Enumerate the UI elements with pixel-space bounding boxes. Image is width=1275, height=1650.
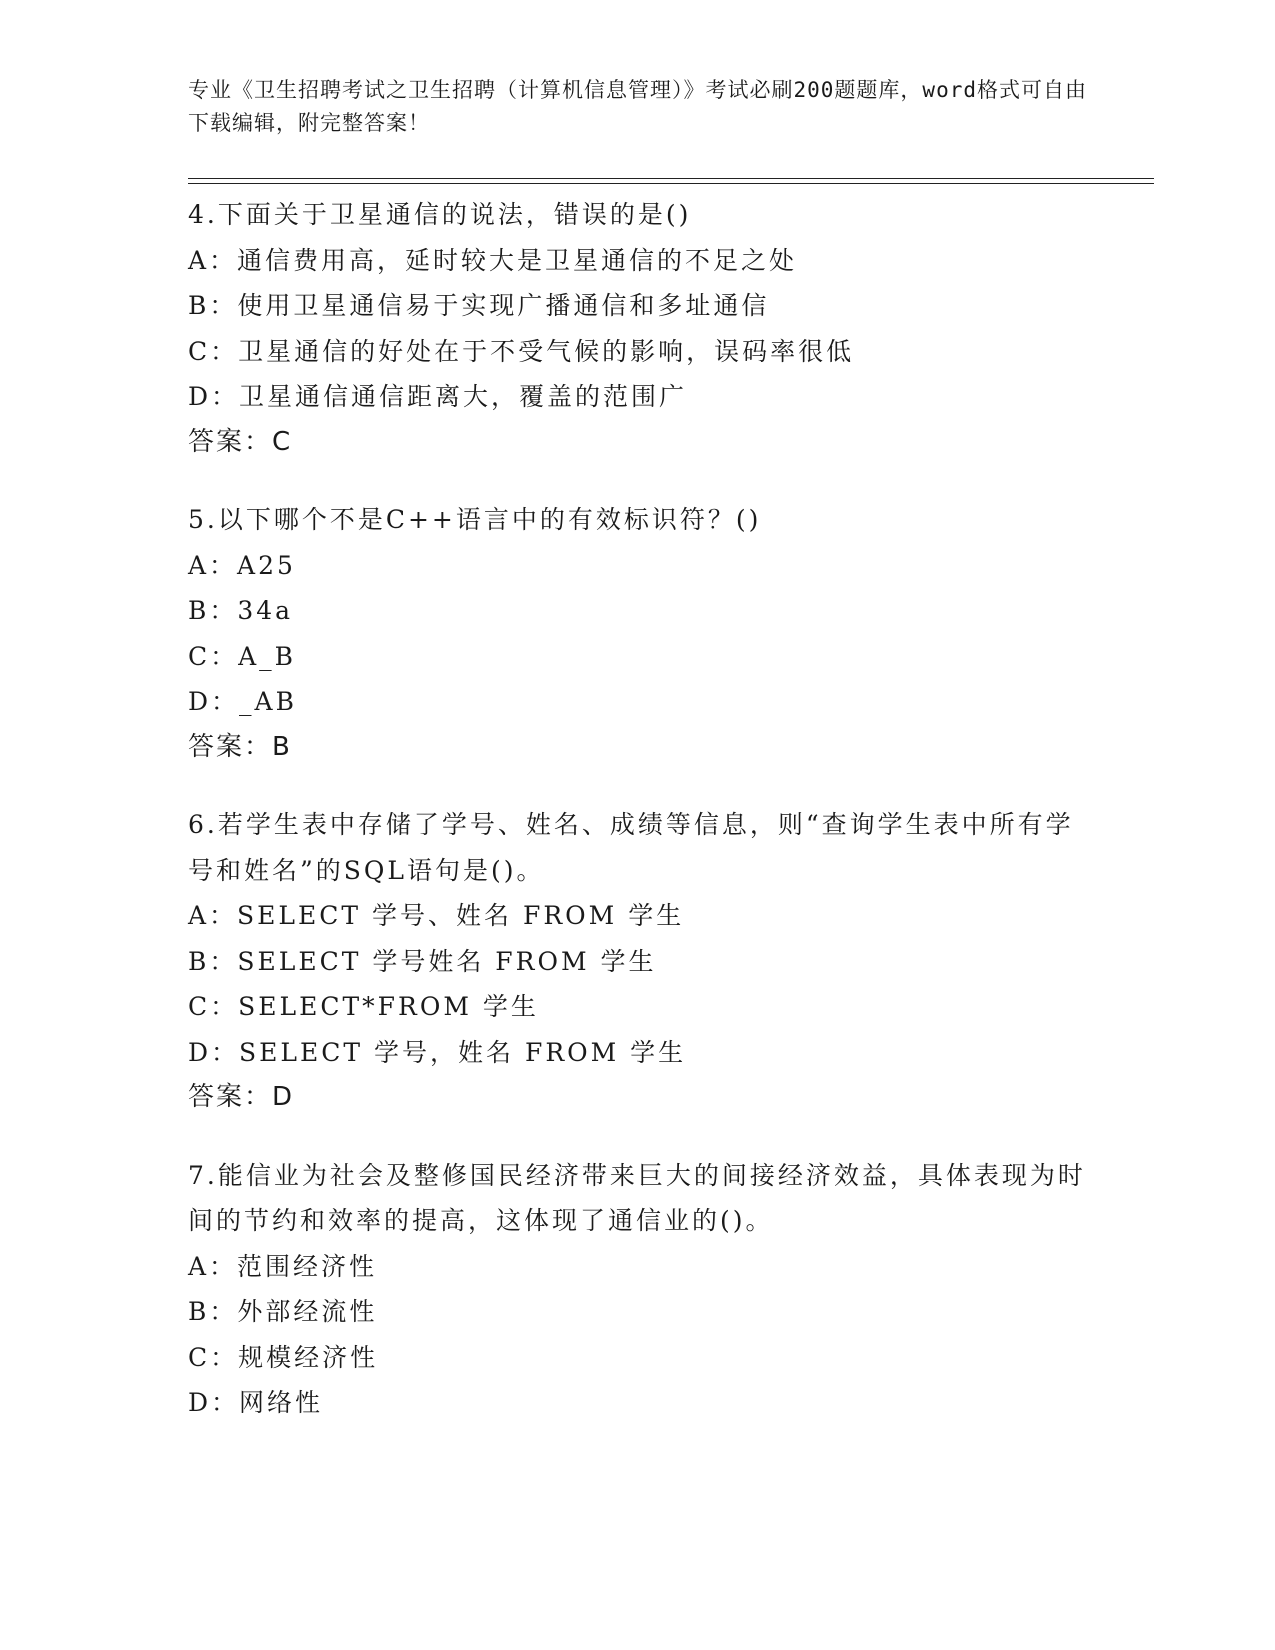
option-b: B：SELECT 学号姓名 FROM 学生 — [188, 946, 657, 976]
question-list — [188, 192, 1088, 1458]
option-c: C：A_B — [188, 641, 297, 671]
question-stem: 4.下面关于卫星通信的说法，错误的是() — [188, 200, 692, 229]
answer-label: 答案：D — [188, 1082, 295, 1112]
question-4 — [188, 192, 1088, 465]
question-stem: 7.能信业为社会及整修国民经济带来巨大的间接经济效益，具体表现为时间的节约和效率的提高，这体现了通信业的()。 — [188, 1160, 1086, 1235]
question-7 — [188, 1153, 1088, 1426]
option-c: C：规模经济性 — [188, 1342, 379, 1372]
question-5 — [188, 497, 1088, 770]
question-stem: 6.若学生表中存储了学号、姓名、成绩等信息，则“查询学生表中所有学号和姓名”的SQL语句是()。 — [188, 810, 1074, 885]
option-b: B：使用卫星通信易于实现广播通信和多址通信 — [188, 291, 770, 320]
option-a: A：通信费用高，延时较大是卫星通信的不足之处 — [188, 245, 798, 275]
option-c: C：SELECT*FROM 学生 — [188, 992, 539, 1021]
option-d: D：_AB — [188, 687, 297, 716]
question-6 — [188, 802, 1088, 1121]
answer-label: 答案：C — [188, 426, 293, 457]
document-header: 专业《卫生招聘考试之卫生招聘（计算机信息管理）》考试必刷200题题库，word格式可自由下载编辑，附完整答案！ — [188, 78, 1087, 135]
header-divider-bottom — [188, 183, 1154, 184]
option-d: D：卫星通信通信距离大，覆盖的范围广 — [188, 382, 688, 411]
header-divider-top — [188, 178, 1154, 179]
option-c: C：卫星通信的好处在于不受气候的影响，误码率很低 — [188, 336, 855, 366]
option-d: D：SELECT 学号，姓名 FROM 学生 — [188, 1037, 687, 1067]
question-stem: 5.以下哪个不是C++语言中的有效标识符？() — [188, 505, 762, 534]
option-a: A：范围经济性 — [188, 1251, 378, 1281]
option-d: D：网络性 — [188, 1388, 324, 1417]
answer-label: 答案：B — [188, 731, 292, 762]
option-a: A：A25 — [188, 550, 296, 580]
option-b: B：34a — [188, 596, 294, 625]
option-a: A：SELECT 学号、姓名 FROM 学生 — [188, 901, 685, 930]
option-b: B：外部经流性 — [188, 1297, 378, 1326]
